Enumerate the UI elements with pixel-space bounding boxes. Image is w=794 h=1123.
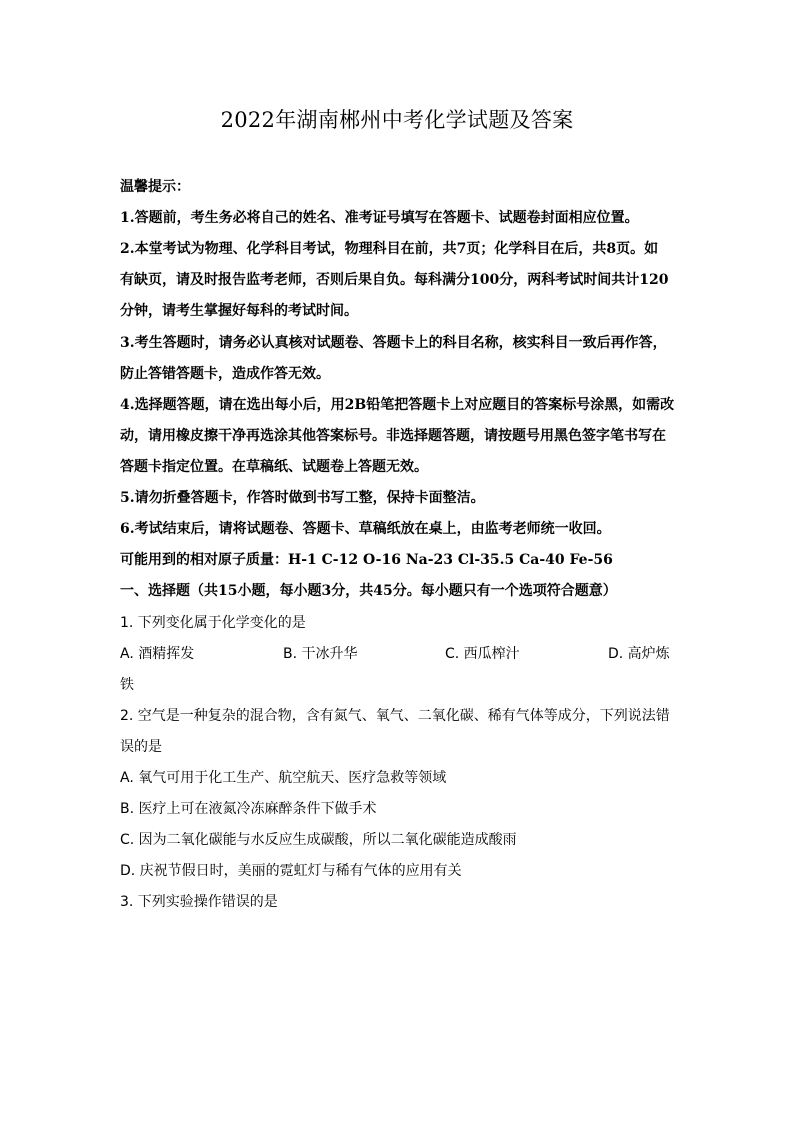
- question-1-option-d: D. 高炉炼: [608, 646, 670, 662]
- question-1-option-d-continued: 铁: [120, 677, 134, 693]
- question-3-stem: 3. 下列实验操作错误的是: [120, 894, 278, 910]
- tip-item-1: 1.答题前，考生务必将自己的姓名、准考证号填写在答题卡、试题卷封面相应位置。: [120, 210, 639, 226]
- tip-item-3-line-2: 防止答错答题卡，造成作答无效。: [120, 366, 330, 382]
- question-2-stem-line-1: 2. 空气是一种复杂的混合物，含有氮气、氧气、二氧化碳、稀有气体等成分，下列说法错: [120, 708, 670, 724]
- question-1-option-b: B. 干冰升华: [283, 646, 358, 662]
- tip-item-4-line-2: 动，请用橡皮擦干净再选涂其他答案标号。非选择题答题，请按题号用黑色签字笔书写在: [120, 428, 666, 444]
- atomic-mass-line: 可能用到的相对原子质量：H-1 C-12 O-16 Na-23 Cl-35.5 Ca-40 Fe-56: [120, 552, 613, 568]
- page-title: 2022年湖南郴州中考化学试题及答案: [220, 108, 574, 132]
- tips-heading: 温馨提示：: [120, 179, 190, 195]
- question-1-stem: 1. 下列变化属于化学变化的是: [120, 615, 306, 631]
- tip-item-2-line-3: 分钟，请考生掌握好每科的考试时间。: [120, 303, 358, 319]
- tip-item-6: 6.考试结束后，请将试题卷、答题卡、草稿纸放在桌上，由监考老师统一收回。: [120, 521, 611, 537]
- tip-item-4-line-3: 答题卡指定位置。在草稿纸、试题卷上答题无效。: [120, 459, 428, 475]
- tip-item-3-line-1: 3.考生答题时，请务必认真核对试题卷、答题卡上的科目名称，核实科目一致后再作答，: [120, 335, 667, 351]
- question-1-option-a: A. 酒精挥发: [120, 646, 195, 662]
- tip-item-2-line-1: 2.本堂考试为物理、化学科目考试，物理科目在前，共7页；化学科目在后，共8页。如: [120, 241, 659, 257]
- question-1-option-c: C. 西瓜榨汁: [445, 646, 520, 662]
- question-2-stem-line-2: 误的是: [120, 739, 162, 755]
- tip-item-4-line-1: 4.选择题答题，请在选出每小后，用2B铅笔把答题卡上对应题目的答案标号涂黑，如需改: [120, 397, 675, 413]
- section-heading: 一、选择题（共15小题，每小题3分，共45分。每小题只有一个选项符合题意）: [120, 583, 617, 599]
- question-2-option-c: C. 因为二氧化碳能与水反应生成碳酸，所以二氧化碳能造成酸雨: [120, 832, 517, 848]
- question-2-option-a: A. 氧气可用于化工生产、航空航天、医疗急救等领域: [120, 770, 447, 786]
- tip-item-5: 5.请勿折叠答题卡，作答时做到书写工整，保持卡面整洁。: [120, 490, 485, 506]
- question-2-option-b: B. 医疗上可在液氮冷冻麻醉条件下做手术: [120, 801, 377, 817]
- question-2-option-d: D. 庆祝节假日时，美丽的霓虹灯与稀有气体的应用有关: [120, 863, 462, 879]
- tip-item-2-line-2: 有缺页，请及时报告监考老师，否则后果自负。每科满分100分，两科考试时间共计120: [120, 272, 669, 288]
